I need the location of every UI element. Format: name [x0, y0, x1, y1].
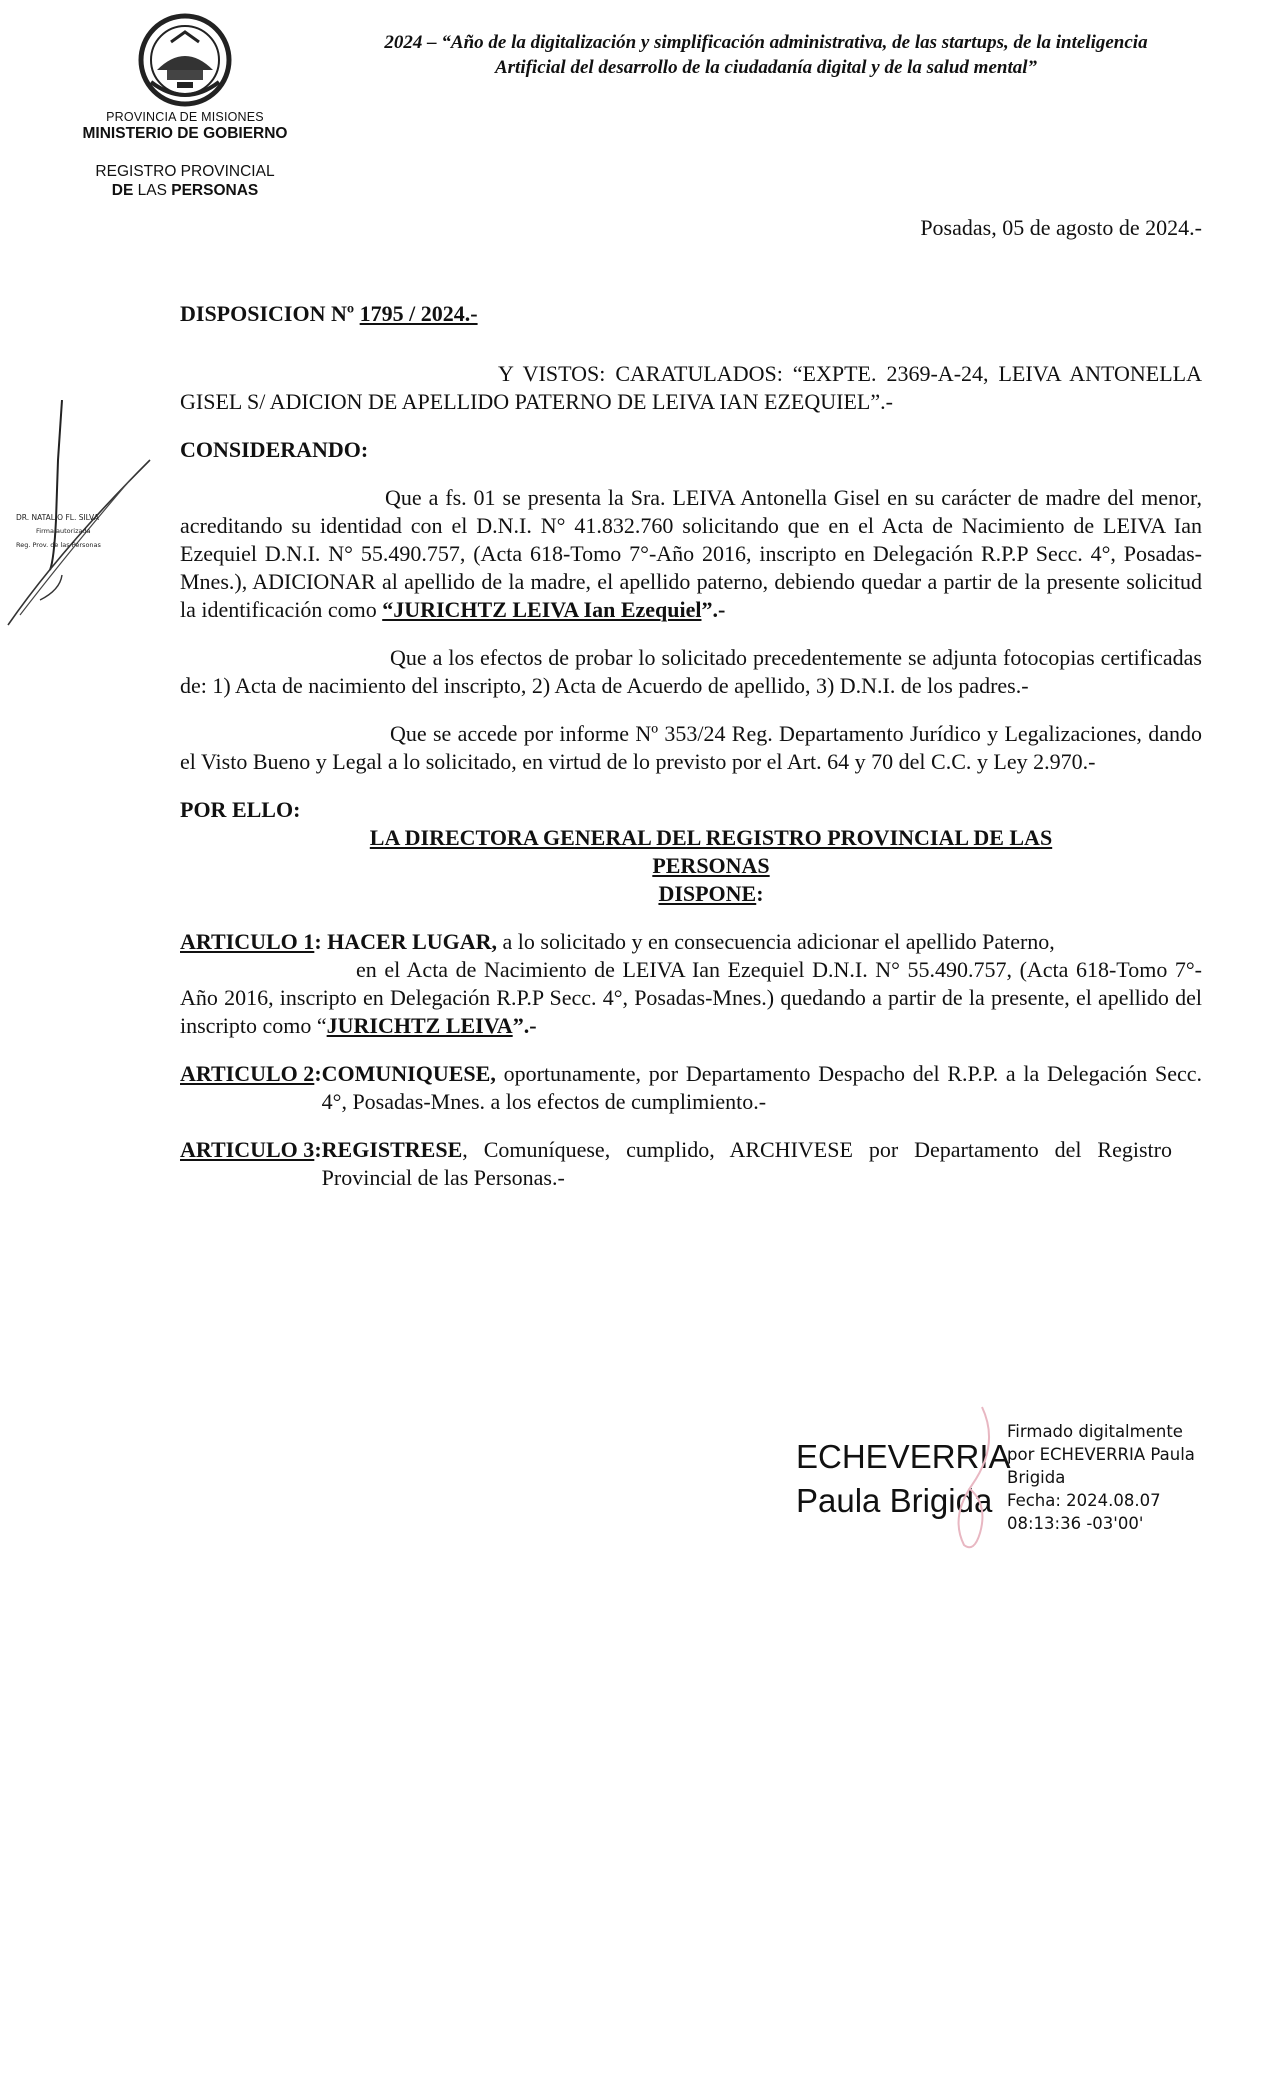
- article-3-colon: :: [314, 1137, 322, 1162]
- signature-info-line-5: 08:13:36 -03'00': [1007, 1514, 1144, 1533]
- dispone-colon: :: [756, 881, 764, 906]
- vistos-paragraph: Y VISTOS: CARATULADOS: “EXPTE. 2369-A-24, LEIVA ANTONELLA GISEL S/ ADICION DE APELLIDO PATERNO DE LEIVA IAN EZEQUIEL”.-: [180, 361, 1202, 414]
- svg-text:DR. NATALIO FL. SILVA: DR. NATALIO FL. SILVA: [16, 513, 99, 522]
- org-personas: PERSONAS: [171, 182, 259, 199]
- considerando-p1-name: “JURICHTZ LEIVA Ian Ezequiel: [382, 597, 702, 622]
- considerando-p1-end: ”.-: [701, 597, 726, 622]
- year-motto: [330, 30, 1202, 80]
- article-3: [180, 1136, 1202, 1192]
- article-1-text-rest: en el Acta de Nacimiento de LEIVA Ian Ezequiel D.N.I. N° 55.490.757, (Acta 618-Tomo 7°-Año 2016, inscripto en Delegación R.P.P Secc. 4°, Posadas-Mnes.) quedando a partir de la presente, el apellido del inscripto como “: [180, 957, 1202, 1038]
- margin-signature-icon: [0, 400, 160, 630]
- signature-info-line-4: Fecha: 2024.08.07: [1007, 1491, 1161, 1510]
- article-1-first-line: [180, 928, 1202, 956]
- svg-text:Firma autorizada: Firma autorizada: [36, 527, 91, 535]
- article-2-bold: COMUNIQUESE,: [321, 1061, 496, 1086]
- article-3-text: , Comuníquese, cumplido, ARCHIVESE por Departamento del Registro Provincial de las Personas.-: [321, 1137, 1172, 1190]
- signature-info-line-3: Brigida: [1007, 1468, 1066, 1487]
- article-1-rest: [180, 956, 1202, 1040]
- article-2-text-wrap: [322, 1060, 1202, 1116]
- por-ello: POR ELLO:: [180, 797, 301, 822]
- article-1-label: ARTICULO 1: [180, 929, 315, 954]
- considerando-paragraph-1: [180, 484, 1202, 624]
- org-de: DE: [111, 182, 134, 199]
- org-las: LAS: [133, 182, 172, 199]
- article-3-text-wrap: [322, 1136, 1202, 1192]
- org-registry-line2: [60, 182, 310, 200]
- digital-signature-info: [1007, 1420, 1195, 1535]
- provincial-seal-icon: [137, 12, 233, 108]
- dispone-heading: [180, 880, 1202, 908]
- considerando-paragraph-3: Que se accede por informe Nº 353/24 Reg. Departamento Jurídico y Legalizaciones, dando el Visto Bueno y Legal a lo solicitado, en virtud de lo previsto por el Art. 64 y 70 del C.C. y Ley 2.970.-: [180, 721, 1202, 774]
- article-1-end: ”.-: [512, 1013, 537, 1038]
- org-province: PROVINCIA DE MISIONES: [106, 110, 264, 124]
- article-2-colon: :: [314, 1061, 322, 1086]
- article-1: [180, 928, 1202, 1040]
- motto-line-1: 2024 – “Año de la digitalización y simplificación administrativa, de las startups, de la inteligencia: [384, 32, 1148, 53]
- motto-line-2: Artificial del desarrollo de la ciudadanía digital y de la salud mental”: [494, 57, 1038, 78]
- org-registry: REGISTRO PROVINCIAL: [95, 163, 275, 180]
- article-1-text-first: a lo solicitado y en consecuencia adicionar el apellido Paterno,: [497, 929, 1055, 954]
- signature-info-line-2: por ECHEVERRIA Paula: [1007, 1445, 1195, 1464]
- directora-heading: LA DIRECTORA GENERAL DEL REGISTRO PROVINCIAL DE LAS PERSONAS: [369, 825, 1053, 878]
- document-body: [180, 300, 1202, 1192]
- article-1-bold: HACER LUGAR,: [327, 929, 498, 954]
- article-2-text: oportunamente, por Departamento Despacho del R.P.P. a la Delegación Secc. 4°, Posadas-Mnes. a los efectos de cumplimiento.-: [321, 1061, 1202, 1114]
- digital-signature-mark-icon: [930, 1405, 1010, 1555]
- considerando-p1-text: Que a fs. 01 se presenta la Sra. LEIVA Antonella Gisel en su carácter de madre del menor, acreditando su identidad con el D.N.I. N° 41.832.760 solicitando que en el Acta de Nacimiento de LEIVA Ian Ezequiel D.N.I. N° 55.490.757, (Acta 618-Tomo 7°-Año 2016, inscripto en Delegación R.P.P Secc. 4°, Posadas-Mnes.), ADICIONAR al apellido de la madre, el apellido paterno, debiendo quedar a partir de la presente solicitud la identificación como: [180, 485, 1202, 622]
- disposicion-heading: [180, 300, 1202, 328]
- disposicion-label: DISPOSICION Nº: [180, 301, 360, 326]
- considerando-paragraph-2: Que a los efectos de probar lo solicitado precedentemente se adjunta fotocopias certificadas de: 1) Acta de nacimiento del inscripto, 2) Acta de Acuerdo de apellido, 3) D.N.I. de los padres.-: [180, 645, 1202, 698]
- article-3-label: ARTICULO 3: [180, 1137, 315, 1162]
- article-1-colon: :: [314, 929, 328, 954]
- article-2-label: ARTICULO 2: [180, 1061, 315, 1086]
- signer-surname: ECHEVERRIA: [796, 1438, 1011, 1475]
- svg-text:Reg. Prov. de las Personas: Reg. Prov. de las Personas: [16, 541, 101, 549]
- disposicion-number: 1795 / 2024.-: [359, 301, 478, 326]
- signer-given-names: Paula Brigida: [796, 1482, 993, 1519]
- document-date: Posadas, 05 de agosto de 2024.-: [920, 215, 1202, 240]
- article-1-name: JURICHTZ LEIVA: [326, 1013, 513, 1038]
- considerando-title: CONSIDERANDO:: [180, 437, 369, 462]
- signature-info-line-1: Firmado digitalmente: [1007, 1422, 1183, 1441]
- article-3-bold: REGISTRESE: [321, 1137, 463, 1162]
- org-ministry: MINISTERIO DE GOBIERNO: [82, 125, 288, 142]
- article-3-label-wrap: [180, 1136, 322, 1192]
- article-2-label-wrap: [180, 1060, 322, 1116]
- article-2: [180, 1060, 1202, 1116]
- dispone-word: DISPONE: [658, 881, 757, 906]
